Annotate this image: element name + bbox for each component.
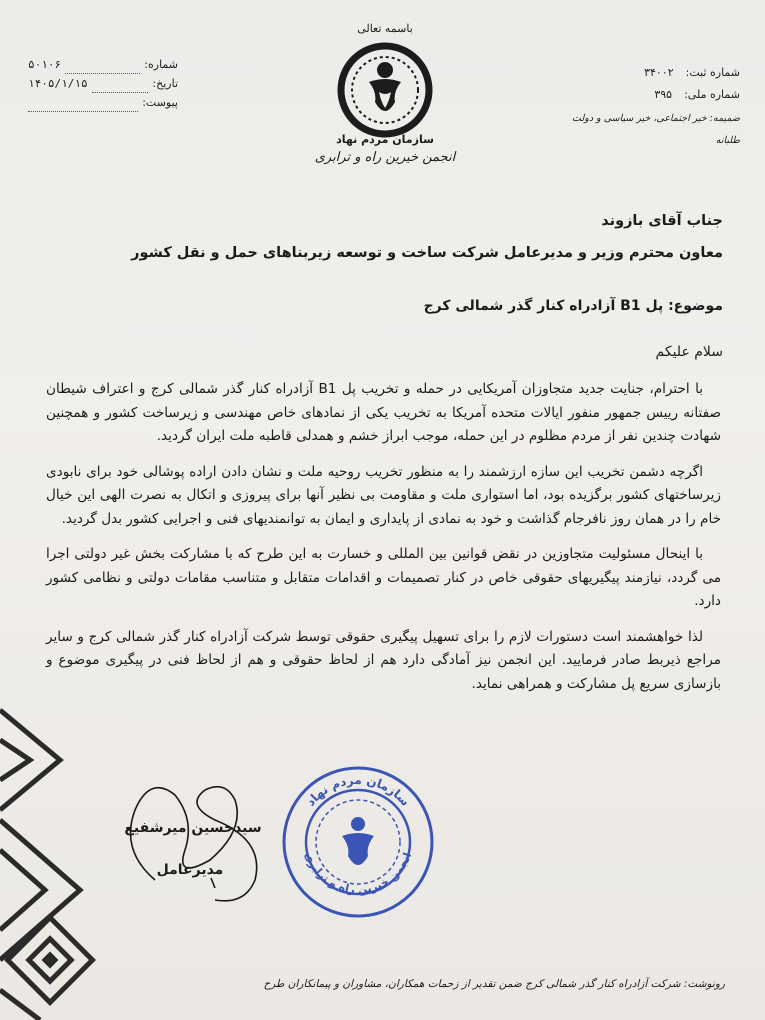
- stamp-top-text: سازمان مردم نهاد: [303, 772, 413, 809]
- number-label: شماره:: [144, 58, 178, 71]
- national-id-label: شماره ملی:: [684, 88, 740, 101]
- attachment-label: پیوست:: [142, 96, 178, 109]
- stamp-bottom-text: انجمن خیرین راه و ترابری: [301, 850, 415, 897]
- organization-type: سازمان مردم نهاد: [336, 133, 434, 146]
- registration-note: ضمیمه: خیر اجتماعی، خیر سیاسی و دولت طلبانه: [572, 113, 740, 146]
- date-label: تاریخ:: [152, 77, 178, 90]
- organization-name: انجمن خیرین راه و ترابری: [314, 150, 456, 165]
- letter-date: ۱۴۰۵/۱/۱۵: [28, 77, 88, 90]
- registration-label: شماره ثبت:: [685, 66, 740, 79]
- addressee-title: معاون محترم وزیر و مدیرعامل شرکت ساخت و توسعه زیربناهای حمل و نقل کشور: [131, 245, 723, 261]
- organization-stamp: [278, 762, 438, 922]
- greeting: سلام علیکم: [655, 344, 723, 360]
- letter-meta: [28, 55, 178, 112]
- addressee-name: جناب آقای بازوند: [601, 213, 723, 229]
- organization-logo: [335, 40, 435, 140]
- decorative-border-pattern: [0, 700, 110, 1020]
- carbon-copy-note: رونوشت: شرکت آزادراه کنار گذر شمالی کرج ضمن تقدیر از زحمات همکاران، مشاوران و پیمانکاران طرح: [263, 978, 725, 990]
- signatory-name: سیدحسین میرشفیع: [124, 820, 262, 836]
- addressee-block: [63, 205, 723, 269]
- letter-number: ۵۰۱۰۶: [28, 58, 62, 71]
- registration-number: ۳۴۰۰۲: [644, 66, 674, 79]
- paragraph: با احترام، جنایت جدید متجاوزان آمریکایی در حمله و تخریب پل B1 آزادراه کنار گذر شمالی کرج و اعتراف شیطان صفتانه رییس جمهور منفور ایالات متحده آمریکا به تخریب یکی از نمادهای خاص مهندسی و زیرساخت کشور و همچنین شهادت چندین نفر از مردم مظلوم در این حمله، موجب ابراز خشم و همدلی قاطبه ملت ایران گردید.: [46, 381, 721, 444]
- paragraph: اگرچه دشمن تخریب این سازه ارزشمند را به منظور تخریب روحیه ملت و نشان دادن اراده پوشالی خود برای نابودی زیرساختهای کشور برگزیده بود، اما استواری ملت و مقاومت بی نظیر آنها برای پیروزی و اتکال به نصرت الهی این خیال خام را در همان روز نافرجام گذاشت و خود به نمادی از پایداری و ایمان به توانمندیهای فنی و اجرایی کشور بدل گردید.: [46, 463, 721, 527]
- letter-body: [46, 378, 721, 708]
- signatory-title: مدیرعامل: [156, 862, 224, 878]
- registration-info: [560, 62, 740, 152]
- paragraph: لذا خواهشمند است دستورات لازم را برای تسهیل پیگیری حقوقی توسط شرکت آزادراه کنار گذر شمالی کرج و سایر مراجع ذیربط صادر فرمایید. این انجمن نیز آمادگی دارد هم از لحاظ حقوقی و هم از لحاظ فنی در پیگیری موضوع و بازسازی سریع پل مشارکت و همراهی نماید.: [46, 628, 721, 692]
- basmala: باسمه تعالی: [357, 22, 413, 35]
- national-id-number: ۳۹۵: [654, 88, 673, 101]
- subject-line: موضوع: پل B1 آزادراه کنار گذر شمالی کرج: [423, 298, 723, 314]
- paragraph: با اینحال مسئولیت متجاوزین در نقض قوانین بین المللی و خسارت به این طرح که با مشارکت بخش غیر دولتی اجرا می گردد، نیازمند پیگیریهای حقوقی خاص در کنار تصمیمات و اقدامات متقابل و متناسب مقامات دولتی و نظامی کشور دارد.: [46, 546, 721, 609]
